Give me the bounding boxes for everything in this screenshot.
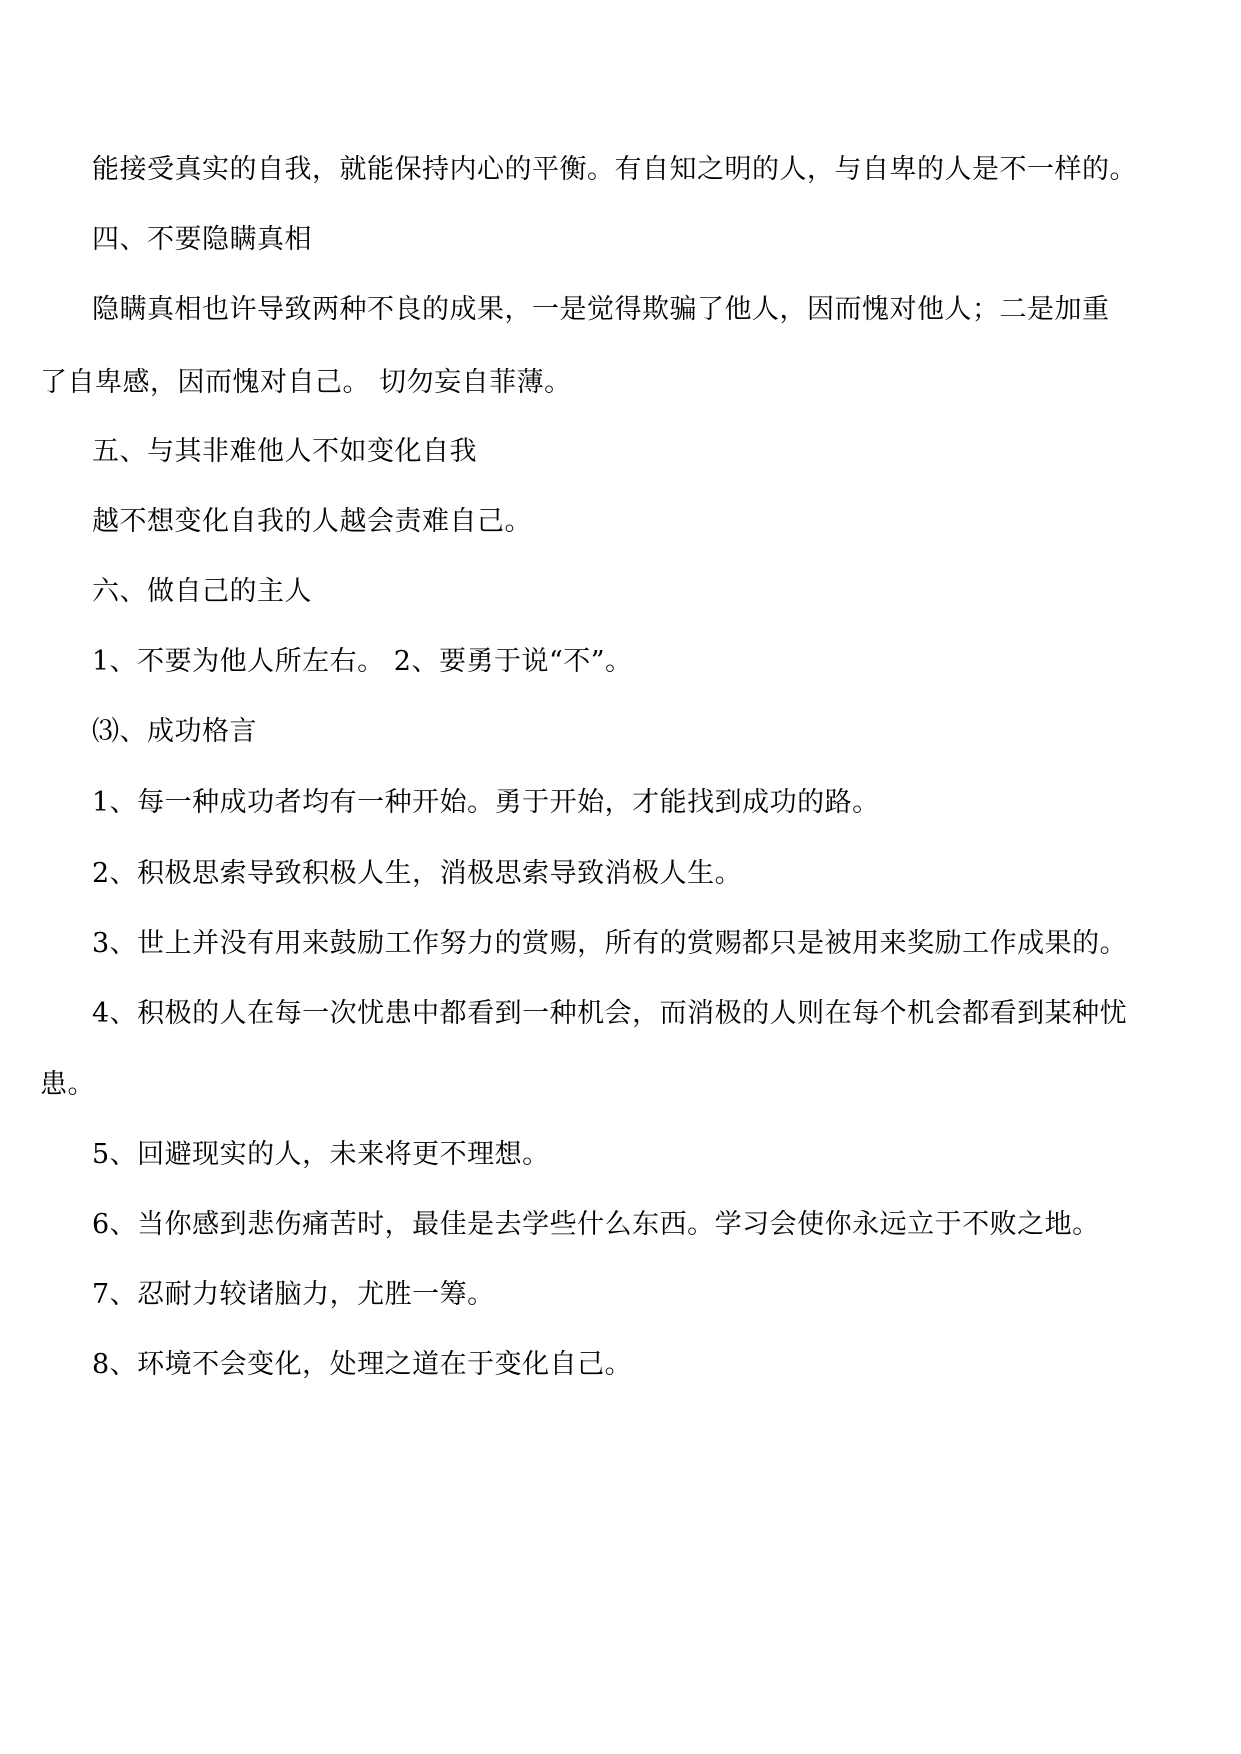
section-heading: ⑶、成功格言 [92,716,257,747]
paragraph-line: 1、不要为他人所左右。 2、要勇于说“不”。 [92,646,633,677]
list-item: 3、世上并没有用来鼓励工作努力的赏赐，所有的赏赐都只是被用来奖励工作成果的。 [92,928,1128,959]
section-heading: 六、做自己的主人 [92,576,312,607]
list-item: 1、每一种成功者均有一种开始。勇于开始，才能找到成功的路。 [92,787,880,818]
list-item: 7、忍耐力较诸脑力，尤胜一筹。 [92,1279,495,1310]
paragraph-line: 能接受真实的自我，就能保持内心的平衡。有自知之明的人，与自卑的人是不一样的。 [92,154,1137,185]
list-item: 5、回避现实的人，未来将更不理想。 [92,1139,550,1170]
list-item: 6、当你感到悲伤痛苦时，最佳是去学些什么东西。学习会使你永远立于不败之地。 [92,1209,1100,1240]
paragraph-line: 隐瞒真相也许导致两种不良的成果，一是觉得欺骗了他人，因而愧对他人；二是加重 [92,294,1110,325]
section-heading: 四、不要隐瞒真相 [92,224,312,255]
section-heading: 五、与其非难他人不如变化自我 [92,436,477,467]
list-item: 8、环境不会变化，处理之道在于变化自己。 [92,1349,633,1380]
list-item: 2、积极思索导致积极人生，消极思索导致消极人生。 [92,858,743,889]
list-item-continuation: 患。 [40,1069,95,1100]
paragraph-line: 越不想变化自我的人越会责难自己。 [92,506,532,537]
paragraph-line: 了自卑感，因而愧对自己。 切勿妄自菲薄。 [40,367,572,398]
list-item: 4、积极的人在每一次忧患中都看到一种机会，而消极的人则在每个机会都看到某种忧 [92,998,1128,1029]
